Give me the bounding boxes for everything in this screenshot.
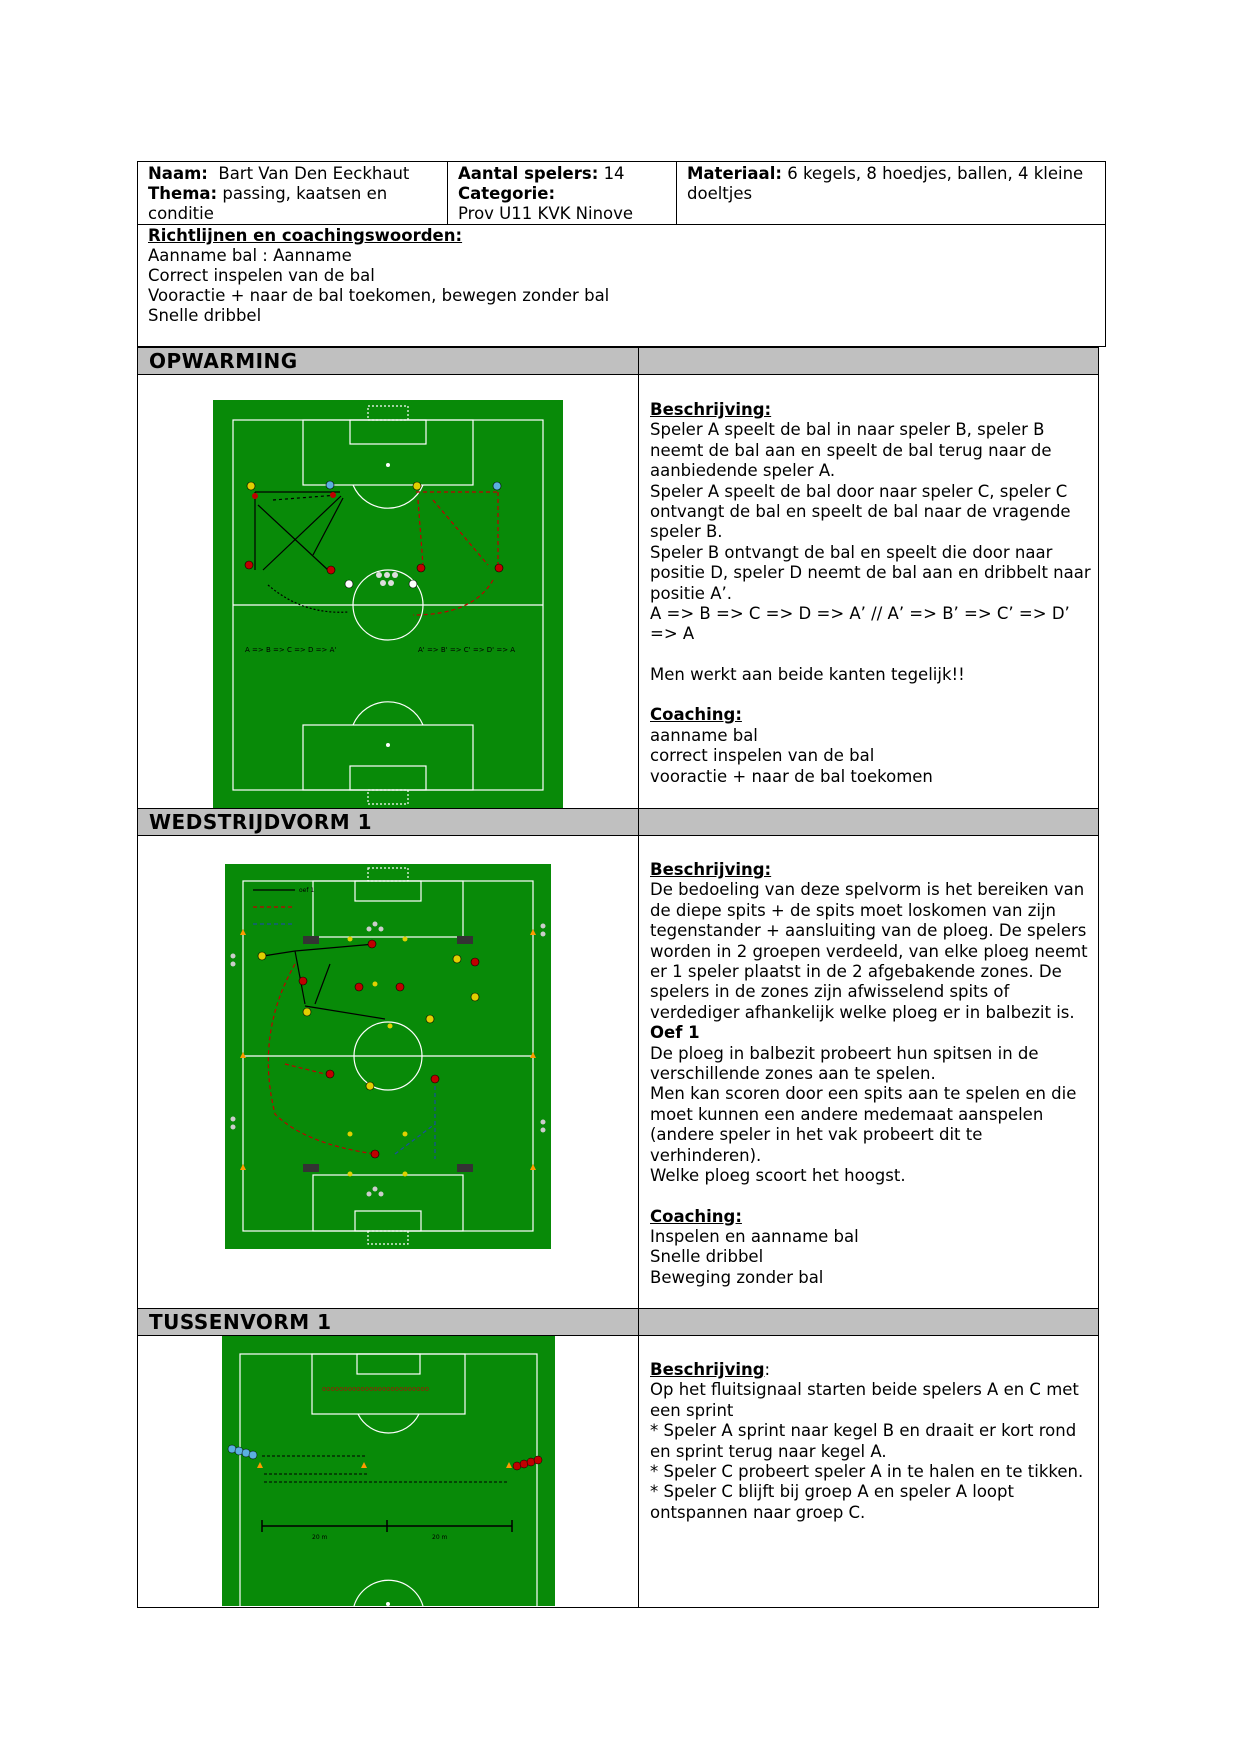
thema-label: Thema: [148,184,218,203]
opwarming-pitch-diagram [213,400,563,808]
beschrijving-extra: Men werkt aan beide kanten tegelijk!! [650,664,965,684]
svg-text:ooooooooooooooooooooooooo: ooooooooooooooooooooooooo [322,1385,430,1393]
section-tussenvorm-1 [137,1309,1099,1608]
wedstrijdvorm-description [650,860,1095,1288]
coaching-label: Coaching: [650,1206,742,1226]
materiaal-label: Materiaal: [687,164,782,183]
coaching-item: Beweging zonder bal [650,1267,824,1287]
coaching-label: Coaching: [650,705,742,725]
section-title: WEDSTRIJDVORM 1 [149,810,373,834]
richtlijnen-label: Richtlijnen en coachingswoorden: [148,226,463,245]
diagram-label-right: A' => B' => C' => D' => A [418,646,516,654]
beschrijving-text: Speler A speelt de bal in naar speler B, speler B neemt de bal aan en speelt de bal terug naar de aanbiedende speler A. Speler A speelt de bal door naar speler C, speler C ontvangt de bal en speelt de bal naar de vragende speler B. Speler B ontvangt de bal en speelt die door naar positie D, speler D neemt de bal aan en dribbelt naar positie A’. A => B => C => D => A’ // A’ => B’ => C’ => D’ => A [650,420,1091,644]
naam-value: Bart Van Den Eeckhaut [218,164,410,183]
section-opwarming [137,347,1099,809]
richtlijn-item: Correct inspelen van de bal [148,266,375,285]
beschrijving-label: Beschrijving: [650,860,772,879]
coaching-item: vooractie + naar de bal toekomen [650,766,933,786]
section-band [138,809,1098,836]
section-title: OPWARMING [149,349,298,373]
richtlijn-item: Snelle dribbel [148,306,262,325]
section-wedstrijdvorm-1 [137,809,1099,1309]
beschrijving-label: Beschrijving [650,1360,765,1379]
richtlijn-item: Aanname bal : Aanname [148,246,352,265]
wedstrijdvorm-pitch-diagram [225,864,551,1249]
opwarming-description [650,400,1095,787]
header-cell-spelers [448,162,677,224]
categorie-value: Prov U11 KVK Ninove [458,204,634,223]
distance-label: 20 m [432,1534,448,1541]
materiaal-value: 6 kegels, 8 hoedjes, ballen, 4 kleine doeltjes [687,164,1084,203]
categorie-label: Categorie: [458,184,556,203]
aantal-label: Aantal spelers: [458,164,599,183]
legend-label: oef 1 [299,887,315,894]
coaching-item: correct inspelen van de bal [650,746,875,766]
header-table [137,161,1106,347]
naam-label: Naam: [148,164,208,183]
section-title: TUSSENVORM 1 [149,1310,332,1334]
aantal-value: 14 [603,164,625,183]
richtlijnen-block [138,224,1105,328]
header-row [138,162,1105,225]
coaching-item: aanname bal [650,725,758,745]
coaching-item: Inspelen en aanname bal [650,1226,859,1246]
beschrijving-label: Beschrijving: [650,400,772,419]
oef-text: De ploeg in balbezit probeert hun spitsen in de verschillende zones aan te spelen. Men kan scoren door een spits aan te spelen en die moet kunnen een andere medemaat aanspelen (andere speler in het vak probeert dit te verhinderen). Welke ploeg scoort het hoogst. [650,1043,1077,1186]
richtlijn-item: Vooractie + naar de bal toekomen, bewegen zonder bal [148,286,610,305]
beschrijving-text: De bedoeling van deze spelvorm is het bereiken van de diepe spits + de spits moet loskomen van zijn tegenstander + aansluiting van de ploeg. De spelers worden in 2 groepen verdeeld, van elke ploeg neemt er 1 speler plaatst in de 2 afgebakende zones. De spelers in de zones zijn afwisselend spits of verdediger afhankelijk welke ploeg er in balbezit is. [650,880,1088,1022]
tussenvorm-pitch-diagram [222,1336,555,1606]
section-band [138,348,1098,375]
coaching-item: Snelle dribbel [650,1247,764,1267]
header-cell-naam [138,162,448,224]
thema-value: passing, kaatsen en conditie [148,184,388,223]
header-cell-materiaal [677,162,1107,224]
oef-label: Oef 1 [650,1023,700,1043]
beschrijving-text: Op het fluitsignaal starten beide spelers A en C met een sprint * Speler A sprint naar kegel B en draait er kort rond en sprint terug naar kegel A. * Speler C probeert speler A in te halen en te tikken. * Speler C blijft bij groep A en speler A loopt ontspannen naar groep C. [650,1380,1084,1522]
tussenvorm-description: Beschrijving: Op het fluitsignaal starten beide spelers A en C met een sprint * Speler A sprint naar kegel B en draait er kort rond en sprint terug naar kegel A. * Speler C probeert speler A in te halen en te tikken. * Speler C blijft bij groep A en speler A loopt ontspannen naar groep C. [650,1360,1095,1523]
diagram-label-left: A => B => C => D => A' [245,646,337,654]
section-band [138,1309,1098,1336]
distance-label: 20 m [312,1534,328,1541]
